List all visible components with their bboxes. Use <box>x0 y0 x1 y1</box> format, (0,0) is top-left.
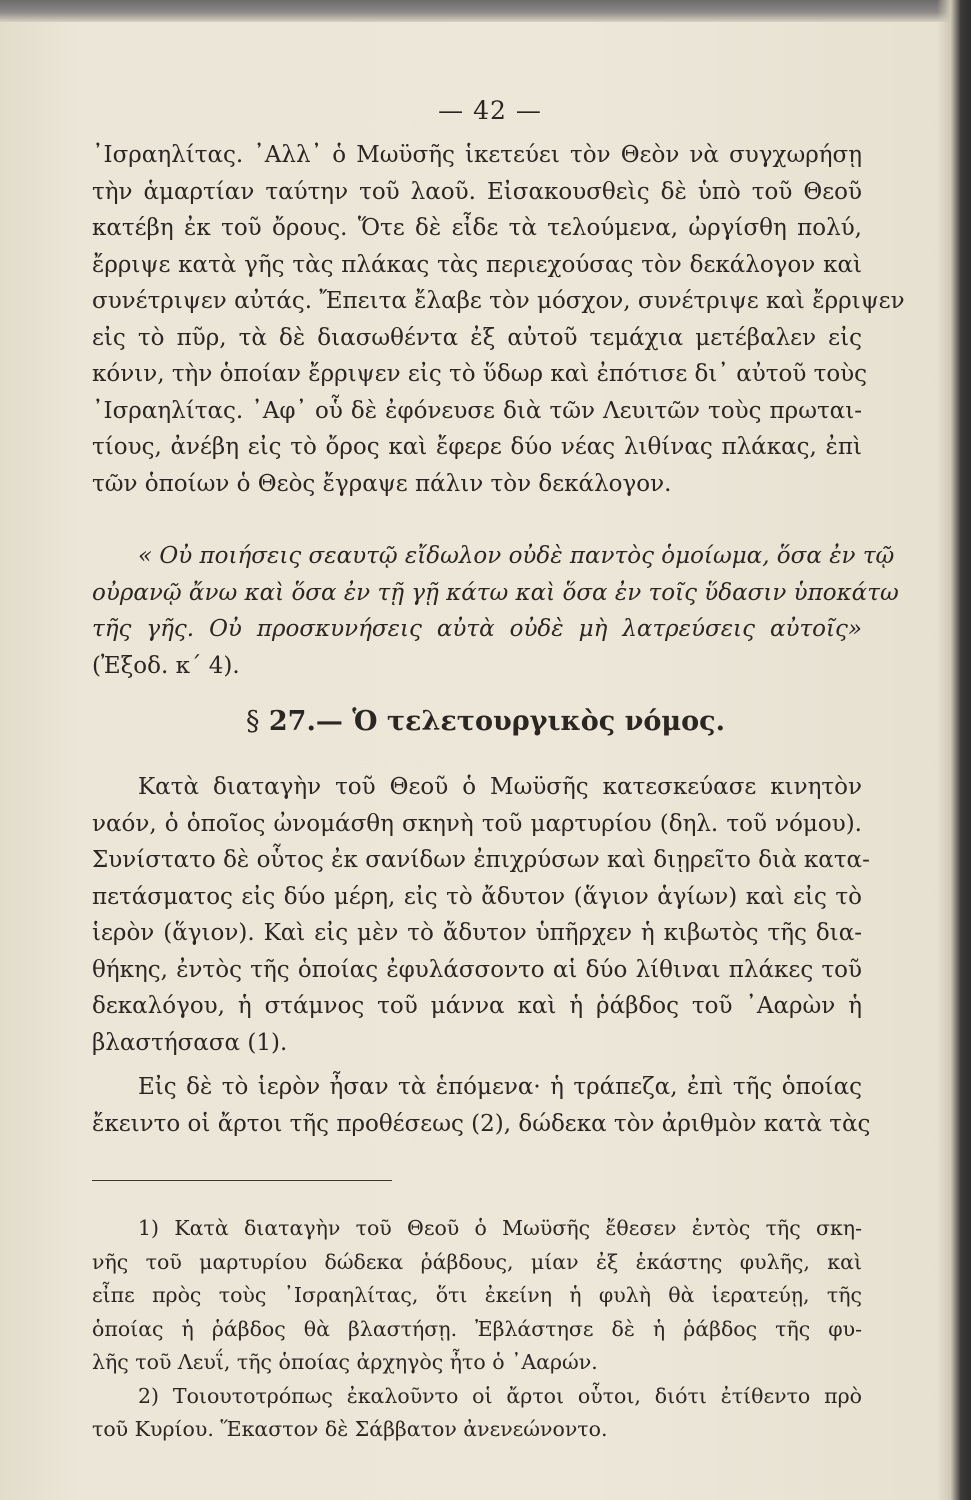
text-line: βλαστήσασα (1). <box>92 1029 288 1056</box>
text-line: ἔκειντο οἱ ἄρτοι τῆς προθέσεως (2), δώδεκα τὸν ἀριθμὸν κατὰ τὰς <box>92 1110 871 1137</box>
text-line: συνέτριψεν αὐτάς. Ἔπειτα ἔλαβε τὸν μόσχον, συνέτριψε καὶ ἔρριψεν <box>92 288 905 314</box>
quote-line: τῆς γῆς. Οὐ προσκυνήσεις αὐτὰ οὐδὲ μὴ λατρεύσεις αὐτοῖς» <box>92 616 862 642</box>
footnote-line: εἶπε πρὸς τοὺς ᾿Ισραηλίτας, ὅτι ἐκείνη ἡ φυλὴ θὰ ἱερατεύῃ, τῆς <box>92 1283 862 1307</box>
text-line: ᾿Ισραηλίτας. ᾿Αλλ᾿ ὁ Μωϋσῆς ἱκετεύει τὸν Θεὸν νὰ συγχωρήσῃ <box>92 142 862 168</box>
footnote-divider <box>92 1180 392 1181</box>
paragraph-2 <box>92 769 870 1061</box>
text-line: κόνιν, τὴν ὁποίαν ἔρριψεν εἰς τὸ ὕδωρ καὶ ἐπότισε δι᾿ αὐτοῦ τοὺς <box>92 361 868 387</box>
footnote-line: 2) Τοιουτοτρόπως ἐκαλοῦντο οἱ ἄρτοι οὗτοι, διότι ἐτίθεντο πρὸ <box>138 1383 862 1408</box>
text-line: τῶν ὁποίων ὁ Θεὸς ἔγραψε πάλιν τὸν δεκάλογον. <box>92 470 672 497</box>
footnote-line: νῆς τοῦ μαρτυρίου δώδεκα ῥάβδους, μίαν ἐξ ἑκάστης φυλῆς, καὶ <box>92 1249 862 1274</box>
text-line: ᾿Ισραηλίτας. ᾿Αφ᾿ οὗ δὲ ἐφόνευσε διὰ τῶν Λευιτῶν τοὺς πρωται- <box>92 397 862 424</box>
text-line: δεκαλόγου, ἡ στάμνος τοῦ μάννα καὶ ἡ ῥάβδος τοῦ ᾿Ααρὼν ἡ <box>92 993 862 1019</box>
quote-line: « Οὐ ποιήσεις σεαυτῷ εἴδωλον οὐδὲ παντὸς ὁμοίωμα, ὅσα ἐν τῷ <box>138 543 895 569</box>
text-line: θήκης, ἐντὸς τῆς ὁποίας ἐφυλάσσοντο αἱ δύο λίθιναι πλάκες τοῦ <box>92 956 862 983</box>
footnote-line: λῆς τοῦ Λευΐ, τῆς ὁποίας ἀρχηγὸς ἦτο ὁ ᾿Ααρών. <box>92 1350 598 1374</box>
text-line: ναόν, ὁ ὁποῖος ὠνομάσθη σκηνὴ τοῦ μαρτυρίου (δηλ. τοῦ νόμου). <box>92 810 862 837</box>
paragraph-1 <box>92 137 905 502</box>
text-line: τὴν ἁμαρτίαν ταύτην τοῦ λαοῦ. Εἰσακουσθεὶς δὲ ὑπὸ τοῦ Θεοῦ <box>92 178 862 205</box>
section-mark: § <box>245 706 260 737</box>
text-line: Συνίστατο δὲ οὗτος ἐκ σανίδων ἐπιχρύσων καὶ διῃρεῖτο διὰ κατα- <box>92 847 870 873</box>
text-line: τίους, ἀνέβη εἰς τὸ ὄρος καὶ ἔφερε δύο νέας λιθίνας πλάκας, ἐπὶ <box>92 434 862 460</box>
section-title: 27.— Ὁ τελετουργικὸς νόμος. <box>268 706 726 737</box>
footnote-line: ὁποίας ἡ ῥάβδος θὰ βλαστήσῃ. Ἐβλάστησε δὲ ἡ ῥάβδος τῆς φυ- <box>92 1316 862 1341</box>
text-line: Εἰς δὲ τὸ ἱερὸν ἦσαν τὰ ἑπόμενα· ἡ τράπεζα, ἐπὶ τῆς ὁποίας <box>138 1074 862 1100</box>
page-binding-edge <box>937 0 971 1500</box>
text-line: ἱερὸν (ἅγιον). Καὶ εἰς μὲν τὸ ἄδυτον ὑπῆρχεν ἡ κιβωτὸς τῆς δια- <box>92 920 862 946</box>
text-line: πετάσματος εἰς δύο μέρη, εἰς τὸ ἄδυτον (ἅγιον ἁγίων) καὶ εἰς τὸ <box>92 883 862 910</box>
page-number: — 42 — <box>438 96 542 125</box>
scripture-reference-block <box>92 648 862 685</box>
text-line: κατέβη ἐκ τοῦ ὄρους. Ὅτε δὲ εἶδε τὰ τελούμενα, ὠργίσθη πολύ, <box>92 215 862 241</box>
scripture-reference: (Ἐξοδ. κ΄ 4). <box>92 653 240 679</box>
text-line: εἰς τὸ πῦρ, τὰ δὲ διασωθέντα ἐξ αὐτοῦ τεμάχια μετέβαλεν εἰς <box>92 324 862 351</box>
paragraph-3 <box>92 1069 871 1142</box>
footnote-line: τοῦ Κυρίου. Ἕκαστον δὲ Σάββατον ἀνενεώνοντο. <box>92 1417 608 1441</box>
page-top-edge <box>0 0 971 22</box>
footnotes <box>92 1212 862 1447</box>
text-line: Κατὰ διαταγὴν τοῦ Θεοῦ ὁ Μωϋσῆς κατεσκεύασε κινητὸν <box>138 774 862 800</box>
quote-line: οὐρανῷ ἄνω καὶ ὅσα ἐν τῇ γῇ κάτω καὶ ὅσα ἐν τοῖς ὕδασιν ὑποκάτω <box>92 579 899 606</box>
commandment-quote <box>92 538 899 648</box>
section-heading <box>0 706 971 737</box>
text-line: ἔρριψε κατὰ γῆς τὰς πλάκας τὰς περιεχούσας τὸν δεκάλογον καὶ <box>92 251 862 278</box>
footnote-line: 1) Κατὰ διαταγὴν τοῦ Θεοῦ ὁ Μωϋσῆς ἔθεσεν ἐντὸς τῆς σκη- <box>138 1216 862 1240</box>
